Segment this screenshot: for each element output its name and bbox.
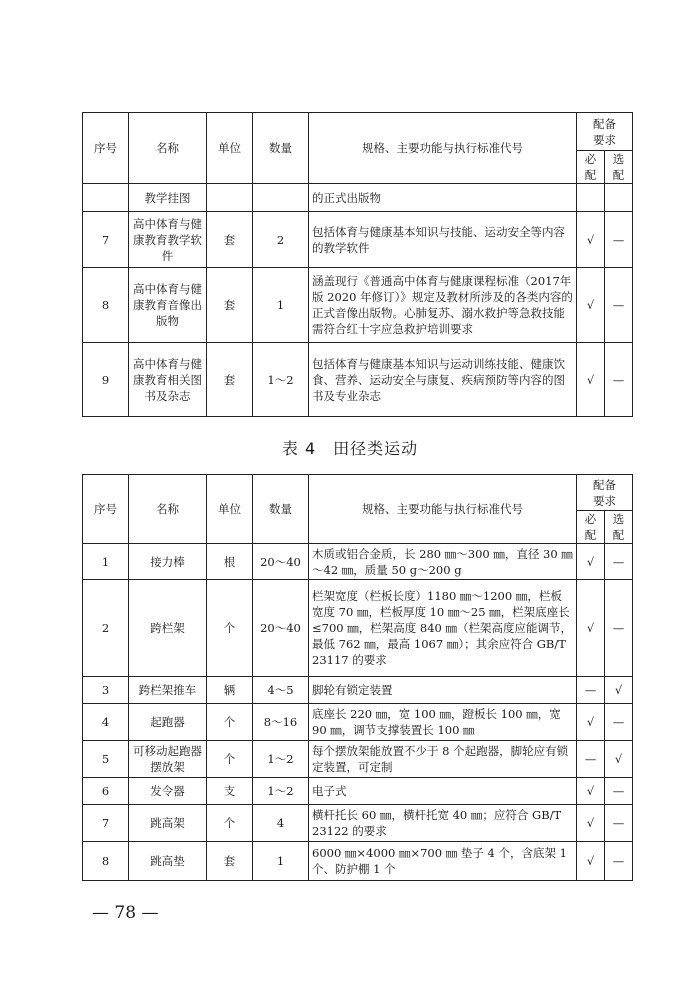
row-name: 接力棒 xyxy=(129,544,207,580)
row-no: 9 xyxy=(83,343,129,417)
header-qty: 数量 xyxy=(253,113,309,184)
row-optional: — xyxy=(605,343,633,417)
row-required: √ xyxy=(577,268,605,343)
header-required: 必配 xyxy=(577,511,605,544)
header-optional: 选配 xyxy=(605,511,633,544)
header-required: 必配 xyxy=(577,151,605,184)
row-required: √ xyxy=(577,842,605,881)
row-spec: 木质或铝合金质，长 280 ㎜～300 ㎜，直径 30 ㎜～42 ㎜，质量 50 g～200 g xyxy=(309,544,577,580)
table-row xyxy=(83,212,633,268)
table-row xyxy=(83,580,633,677)
row-optional xyxy=(605,184,633,212)
row-unit: 个 xyxy=(207,805,253,842)
row-spec: 横杆托长 60 ㎜，横杆托宽 40 ㎜；应符合 GB/T 23122 的要求 xyxy=(309,805,577,842)
row-no: 3 xyxy=(83,677,129,704)
row-spec: 的正式出版物 xyxy=(309,184,577,212)
row-qty xyxy=(253,184,309,212)
track-field-table xyxy=(82,474,633,881)
row-qty: 20～40 xyxy=(253,580,309,677)
row-qty: 2 xyxy=(253,212,309,268)
table-row xyxy=(83,778,633,805)
header-spec: 规格、主要功能与执行标准代号 xyxy=(309,475,577,544)
row-no: 4 xyxy=(83,704,129,741)
row-no: 5 xyxy=(83,741,129,778)
row-qty: 1 xyxy=(253,268,309,343)
header-spec: 规格、主要功能与执行标准代号 xyxy=(309,113,577,184)
row-spec: 底座长 220 ㎜，宽 100 ㎜，蹬板长 100 ㎜，宽 90 ㎜，调节支撑装置长 100 ㎜ xyxy=(309,704,577,741)
row-optional: √ xyxy=(605,677,633,704)
row-no xyxy=(83,184,129,212)
row-required: √ xyxy=(577,805,605,842)
row-unit: 个 xyxy=(207,704,253,741)
table-row xyxy=(83,677,633,704)
row-optional: — xyxy=(605,268,633,343)
row-name: 教学挂图 xyxy=(129,184,207,212)
row-name: 高中体育与健康教育音像出版物 xyxy=(129,268,207,343)
row-unit: 根 xyxy=(207,544,253,580)
table-row xyxy=(83,184,633,212)
row-qty: 1 xyxy=(253,842,309,881)
row-required: — xyxy=(577,677,605,704)
row-optional: — xyxy=(605,580,633,677)
table-row xyxy=(83,842,633,881)
page-number: — 78 — xyxy=(92,903,159,923)
header-name: 名称 xyxy=(129,475,207,544)
header-qty: 数量 xyxy=(253,475,309,544)
header-optional: 选配 xyxy=(605,151,633,184)
row-qty: 1～2 xyxy=(253,741,309,778)
row-name: 跨栏架 xyxy=(129,580,207,677)
table-row xyxy=(83,805,633,842)
row-required: — xyxy=(577,741,605,778)
row-no: 7 xyxy=(83,212,129,268)
row-required: √ xyxy=(577,212,605,268)
row-unit: 个 xyxy=(207,580,253,677)
row-required xyxy=(577,184,605,212)
row-name: 跨栏架推车 xyxy=(129,677,207,704)
header-requirement: 配备要求 xyxy=(577,475,633,511)
row-no: 1 xyxy=(83,544,129,580)
row-unit: 套 xyxy=(207,212,253,268)
row-no: 8 xyxy=(83,842,129,881)
table-row xyxy=(83,343,633,417)
row-spec: 电子式 xyxy=(309,778,577,805)
row-spec: 6000 ㎜×4000 ㎜×700 ㎜ 垫子 4 个，含底架 1 个、防护棚 1 个 xyxy=(309,842,577,881)
header-name: 名称 xyxy=(129,113,207,184)
header-row xyxy=(83,475,633,511)
row-optional: — xyxy=(605,805,633,842)
row-qty: 4 xyxy=(253,805,309,842)
row-name: 可移动起跑器摆放架 xyxy=(129,741,207,778)
table-row xyxy=(83,544,633,580)
row-name: 跳高架 xyxy=(129,805,207,842)
row-optional: — xyxy=(605,544,633,580)
row-optional: — xyxy=(605,778,633,805)
row-required: √ xyxy=(577,704,605,741)
row-optional: — xyxy=(605,704,633,741)
row-unit: 个 xyxy=(207,741,253,778)
row-name: 发令器 xyxy=(129,778,207,805)
row-unit: 辆 xyxy=(207,677,253,704)
table-row xyxy=(83,704,633,741)
row-name: 起跑器 xyxy=(129,704,207,741)
header-no: 序号 xyxy=(83,113,129,184)
row-spec: 涵盖现行《普通高中体育与健康课程标准（2017年版 2020 年修订）》规定及教材所涉及的各类内容的正式音像出版物。心肺复苏、溺水救护等急救技能需符合红十字应急救护培训要求 xyxy=(309,268,577,343)
row-unit: 套 xyxy=(207,842,253,881)
row-name: 跳高垫 xyxy=(129,842,207,881)
row-unit xyxy=(207,184,253,212)
row-qty: 8～16 xyxy=(253,704,309,741)
row-no: 2 xyxy=(83,580,129,677)
row-qty: 4～5 xyxy=(253,677,309,704)
table-caption: 表 4 田径类运动 xyxy=(281,439,419,458)
row-no: 6 xyxy=(83,778,129,805)
row-qty: 20～40 xyxy=(253,544,309,580)
header-unit: 单位 xyxy=(207,113,253,184)
header-row xyxy=(83,113,633,151)
row-unit: 支 xyxy=(207,778,253,805)
table-row xyxy=(83,741,633,778)
header-no: 序号 xyxy=(83,475,129,544)
row-required: √ xyxy=(577,343,605,417)
header-unit: 单位 xyxy=(207,475,253,544)
row-no: 7 xyxy=(83,805,129,842)
header-requirement: 配备要求 xyxy=(577,113,633,151)
row-optional: — xyxy=(605,842,633,881)
row-spec: 包括体育与健康基本知识与技能、运动安全等内容的教学软件 xyxy=(309,212,577,268)
row-spec: 包括体育与健康基本知识与运动训练技能、健康饮食、营养、运动安全与康复、疾病预防等内容的图书及专业杂志 xyxy=(309,343,577,417)
row-required: √ xyxy=(577,544,605,580)
row-no: 8 xyxy=(83,268,129,343)
row-unit: 套 xyxy=(207,343,253,417)
row-spec: 栏架宽度（栏板长度）1180 ㎜～1200 ㎜，栏板宽度 70 ㎜，栏板厚度 10 ㎜～25 ㎜，栏架底座长≤700 ㎜，栏架高度 840 ㎜（栏架高度应能调节，最低 762 ㎜，最高 1067 ㎜）；其余应符合 GB/T 23117 的要求 xyxy=(309,580,577,677)
row-optional: √ xyxy=(605,741,633,778)
row-name: 高中体育与健康教育教学软件 xyxy=(129,212,207,268)
row-required: √ xyxy=(577,778,605,805)
row-optional: — xyxy=(605,212,633,268)
table-row xyxy=(83,268,633,343)
row-unit: 套 xyxy=(207,268,253,343)
row-qty: 1～2 xyxy=(253,343,309,417)
row-spec: 每个摆放架能放置不少于 8 个起跑器，脚轮应有锁定装置，可定制 xyxy=(309,741,577,778)
equipment-table-continued xyxy=(82,112,633,417)
row-required: √ xyxy=(577,580,605,677)
row-qty: 1～2 xyxy=(253,778,309,805)
row-spec: 脚轮有锁定装置 xyxy=(309,677,577,704)
row-name: 高中体育与健康教育相关图书及杂志 xyxy=(129,343,207,417)
